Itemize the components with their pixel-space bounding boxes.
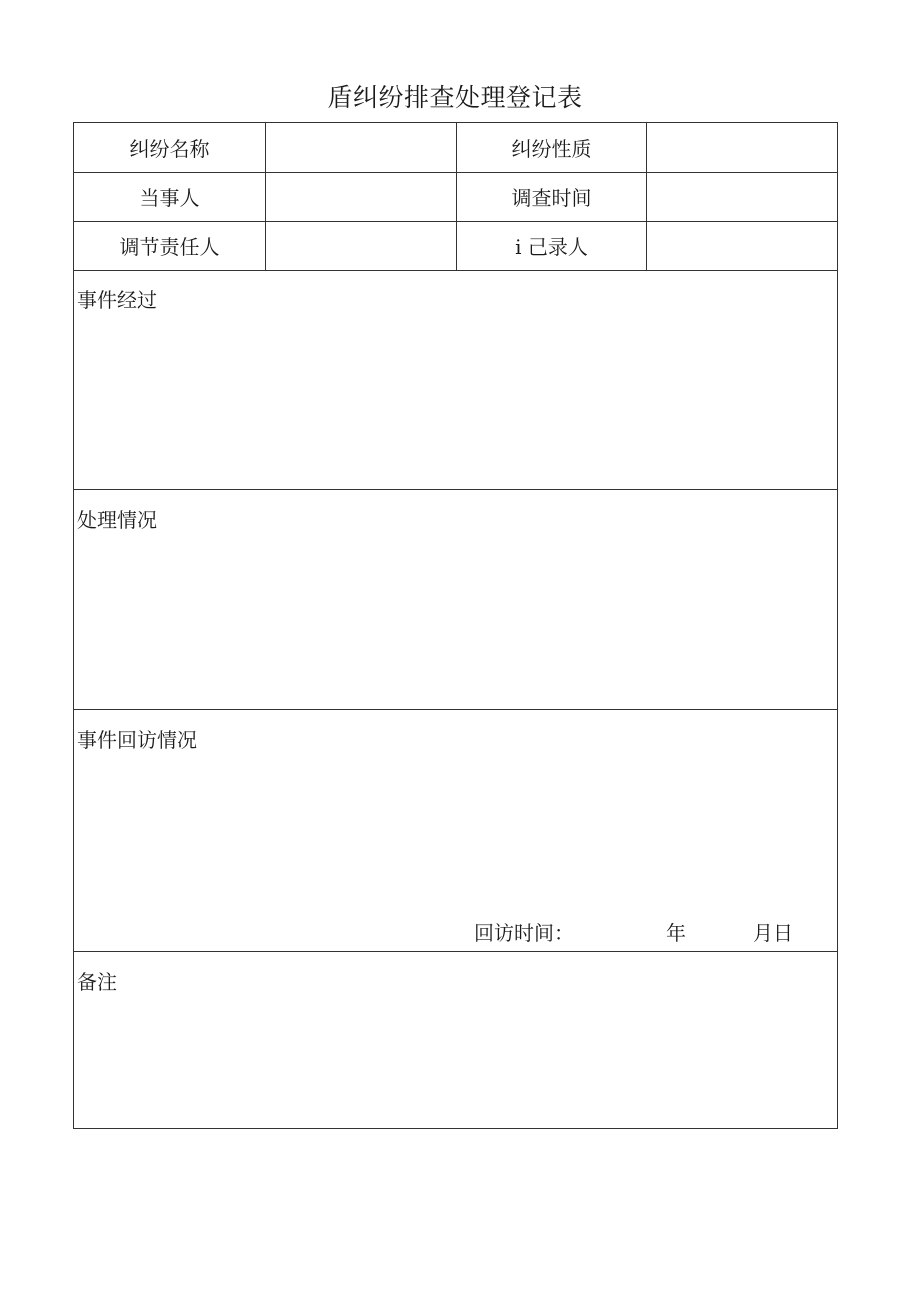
form-title: 盾纠纷排查处理登记表	[327, 83, 583, 112]
event-process-label: 事件经过	[77, 288, 157, 312]
form-row-mediator	[74, 221, 837, 271]
registration-form	[73, 122, 838, 1129]
dispute-nature-label: 纠纷性质	[457, 123, 647, 172]
investigation-time-field[interactable]	[647, 172, 837, 221]
followup-section[interactable]	[74, 710, 837, 952]
recorder-field[interactable]	[647, 221, 837, 270]
form-row-dispute	[74, 123, 837, 173]
dispute-nature-field[interactable]	[647, 123, 837, 172]
dispute-name-field[interactable]	[266, 123, 457, 172]
dispute-name-label: 纠纷名称	[74, 123, 266, 172]
investigation-time-label: 调查时间	[457, 172, 647, 221]
party-field[interactable]	[266, 172, 457, 221]
visit-time-label: 回访时间：	[474, 921, 574, 945]
handling-label: 处理情况	[77, 508, 157, 532]
recorder-label: i 己录人	[457, 221, 647, 270]
form-row-party	[74, 172, 837, 222]
party-label: 当事人	[74, 172, 266, 221]
event-process-section[interactable]	[74, 270, 837, 490]
visit-month-day-label: 月日	[753, 921, 793, 945]
followup-label: 事件回访情况	[77, 728, 197, 752]
remarks-section[interactable]	[74, 952, 837, 1128]
mediator-field[interactable]	[266, 221, 457, 270]
remarks-label: 备注	[77, 970, 117, 994]
handling-section[interactable]	[74, 490, 837, 710]
mediator-label: 调节责任人	[74, 221, 266, 270]
visit-year-label: 年	[666, 921, 686, 945]
